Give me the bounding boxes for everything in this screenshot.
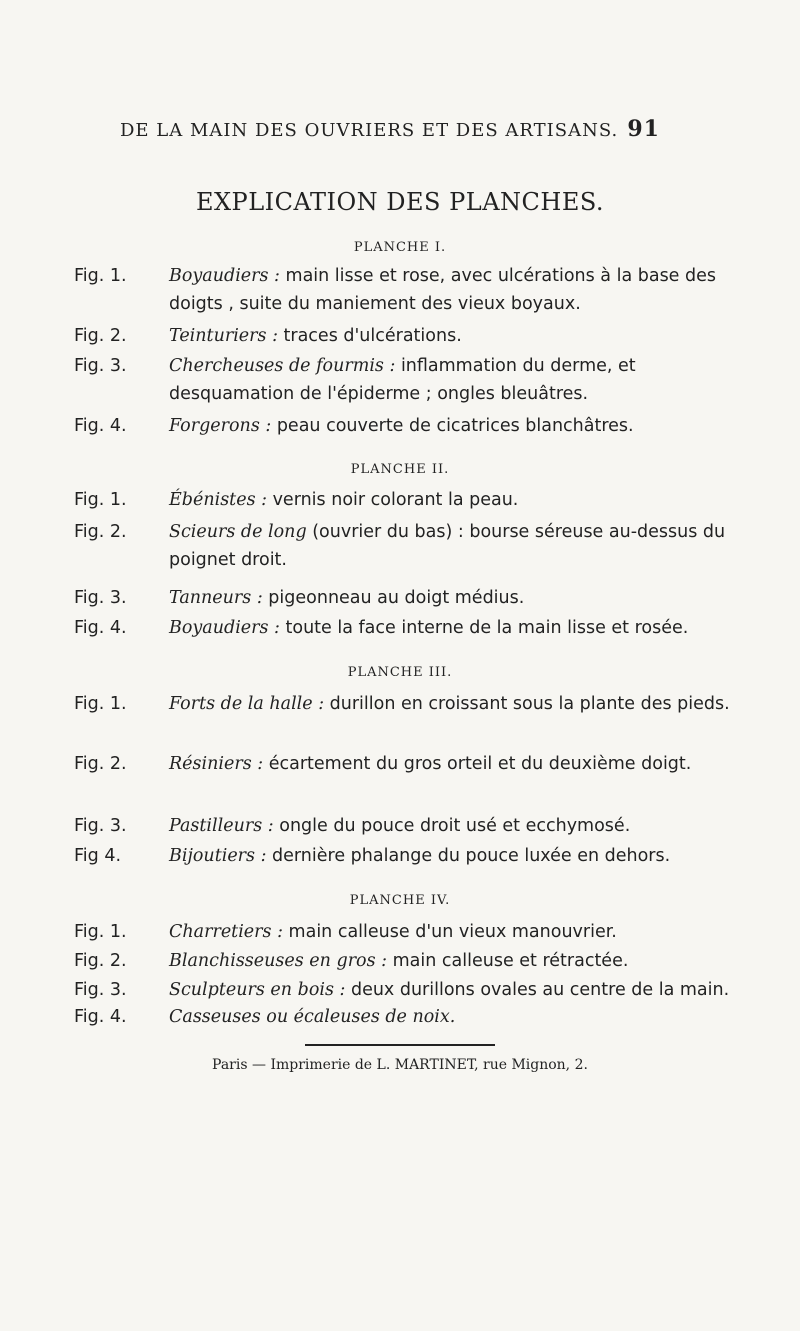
figure-entry bbox=[74, 690, 734, 718]
figure-description: inflammation du derme, et desquamation de l'épiderme ; ongles bleuâtres. bbox=[169, 356, 636, 404]
trade-name: Teinturiers : bbox=[169, 326, 278, 346]
page-title: EXPLICATION DES PLANCHES. bbox=[195, 188, 605, 216]
trade-name: Chercheuses de fourmis : bbox=[169, 356, 396, 376]
figure-label: Fig. 1. bbox=[74, 490, 127, 510]
figure-label: Fig. 1. bbox=[74, 922, 127, 942]
figure-entry bbox=[74, 518, 734, 574]
plate-heading: PLANCHE II. bbox=[350, 462, 450, 477]
plate-heading: PLANCHE I. bbox=[353, 240, 447, 255]
figure-label: Fig. 1. bbox=[74, 694, 127, 714]
figure-description: main calleuse et rétractée. bbox=[387, 951, 629, 971]
figure-description: (ouvrier du bas) : bourse séreuse au-dessus du poignet droit. bbox=[169, 522, 726, 570]
plate-heading: PLANCHE IV. bbox=[349, 893, 451, 908]
figure-entry bbox=[74, 352, 734, 408]
trade-name: Forts de la halle : bbox=[169, 694, 325, 714]
trade-name: Scieurs de long bbox=[169, 522, 307, 542]
figure-label: Fig 4. bbox=[74, 846, 122, 866]
figure-description: main calleuse d'un vieux manouvrier. bbox=[282, 922, 617, 942]
figure-entry bbox=[74, 947, 734, 975]
figure-entry bbox=[74, 842, 734, 870]
figure-description: pigeonneau au doigt médius. bbox=[262, 588, 525, 608]
figure-description: peau couverte de cicatrices blanchâtres. bbox=[271, 416, 634, 436]
divider-rule bbox=[305, 1044, 495, 1046]
running-head-title: DE LA MAIN DES OUVRIERS ET DES ARTISANS. bbox=[120, 120, 619, 141]
running-head bbox=[120, 116, 660, 142]
trade-name: Blanchisseuses en gros : bbox=[169, 951, 388, 971]
figure-label: Fig. 2. bbox=[74, 951, 127, 971]
trade-name: Forgerons : bbox=[169, 416, 272, 436]
figure-label: Fig. 3. bbox=[74, 980, 127, 1000]
figure-description: traces d'ulcérations. bbox=[277, 326, 462, 346]
trade-name: Casseuses ou écaleuses de noix. bbox=[169, 1007, 456, 1027]
figure-entry bbox=[74, 412, 734, 440]
figure-description: vernis noir colorant la peau. bbox=[267, 490, 519, 510]
trade-name: Boyaudiers : bbox=[169, 266, 280, 286]
figure-entry bbox=[74, 918, 734, 946]
figure-entry bbox=[74, 322, 734, 350]
figure-label: Fig. 4. bbox=[74, 1007, 127, 1027]
figure-label: Fig. 2. bbox=[74, 522, 127, 542]
figure-entry bbox=[74, 812, 734, 840]
page-number: 91 bbox=[627, 116, 660, 142]
figure-label: Fig. 3. bbox=[74, 356, 127, 376]
figure-label: Fig. 3. bbox=[74, 588, 127, 608]
trade-name: Ébénistes : bbox=[169, 490, 268, 510]
figure-description: écartement du gros orteil et du deuxième doigt. bbox=[263, 754, 692, 774]
plate-heading: PLANCHE III. bbox=[347, 665, 453, 680]
figure-entry bbox=[74, 262, 734, 318]
printer-imprint: Paris — Imprimerie de L. MARTINET, rue Mignon, 2. bbox=[212, 1057, 588, 1073]
trade-name: Bijoutiers : bbox=[169, 846, 267, 866]
figure-entry bbox=[74, 976, 734, 1004]
figure-entry bbox=[74, 1003, 734, 1031]
figure-description: deux durillons ovales au centre de la main. bbox=[345, 980, 730, 1000]
trade-name: Pastilleurs : bbox=[169, 816, 274, 836]
figure-entry bbox=[74, 614, 734, 642]
figure-label: Fig. 2. bbox=[74, 754, 127, 774]
figure-entry bbox=[74, 750, 734, 778]
figure-label: Fig. 4. bbox=[74, 416, 127, 436]
trade-name: Sculpteurs en bois : bbox=[169, 980, 346, 1000]
figure-description: durillon en croissant sous la plante des pieds. bbox=[324, 694, 730, 714]
figure-description: ongle du pouce droit usé et ecchymosé. bbox=[273, 816, 631, 836]
figure-entry bbox=[74, 584, 734, 612]
trade-name: Charretiers : bbox=[169, 922, 283, 942]
trade-name: Résiniers : bbox=[169, 754, 264, 774]
figure-description: dernière phalange du pouce luxée en dehors. bbox=[266, 846, 671, 866]
trade-name: Tanneurs : bbox=[169, 588, 263, 608]
figure-entry bbox=[74, 486, 734, 514]
figure-label: Fig. 1. bbox=[74, 266, 127, 286]
figure-description: main lisse et rose, avec ulcérations à la base des doigts , suite du maniement des vieux boyaux. bbox=[169, 266, 717, 314]
figure-label: Fig. 2. bbox=[74, 326, 127, 346]
figure-label: Fig. 3. bbox=[74, 816, 127, 836]
figure-label: Fig. 4. bbox=[74, 618, 127, 638]
trade-name: Boyaudiers : bbox=[169, 618, 280, 638]
figure-description: toute la face interne de la main lisse et rosée. bbox=[279, 618, 689, 638]
